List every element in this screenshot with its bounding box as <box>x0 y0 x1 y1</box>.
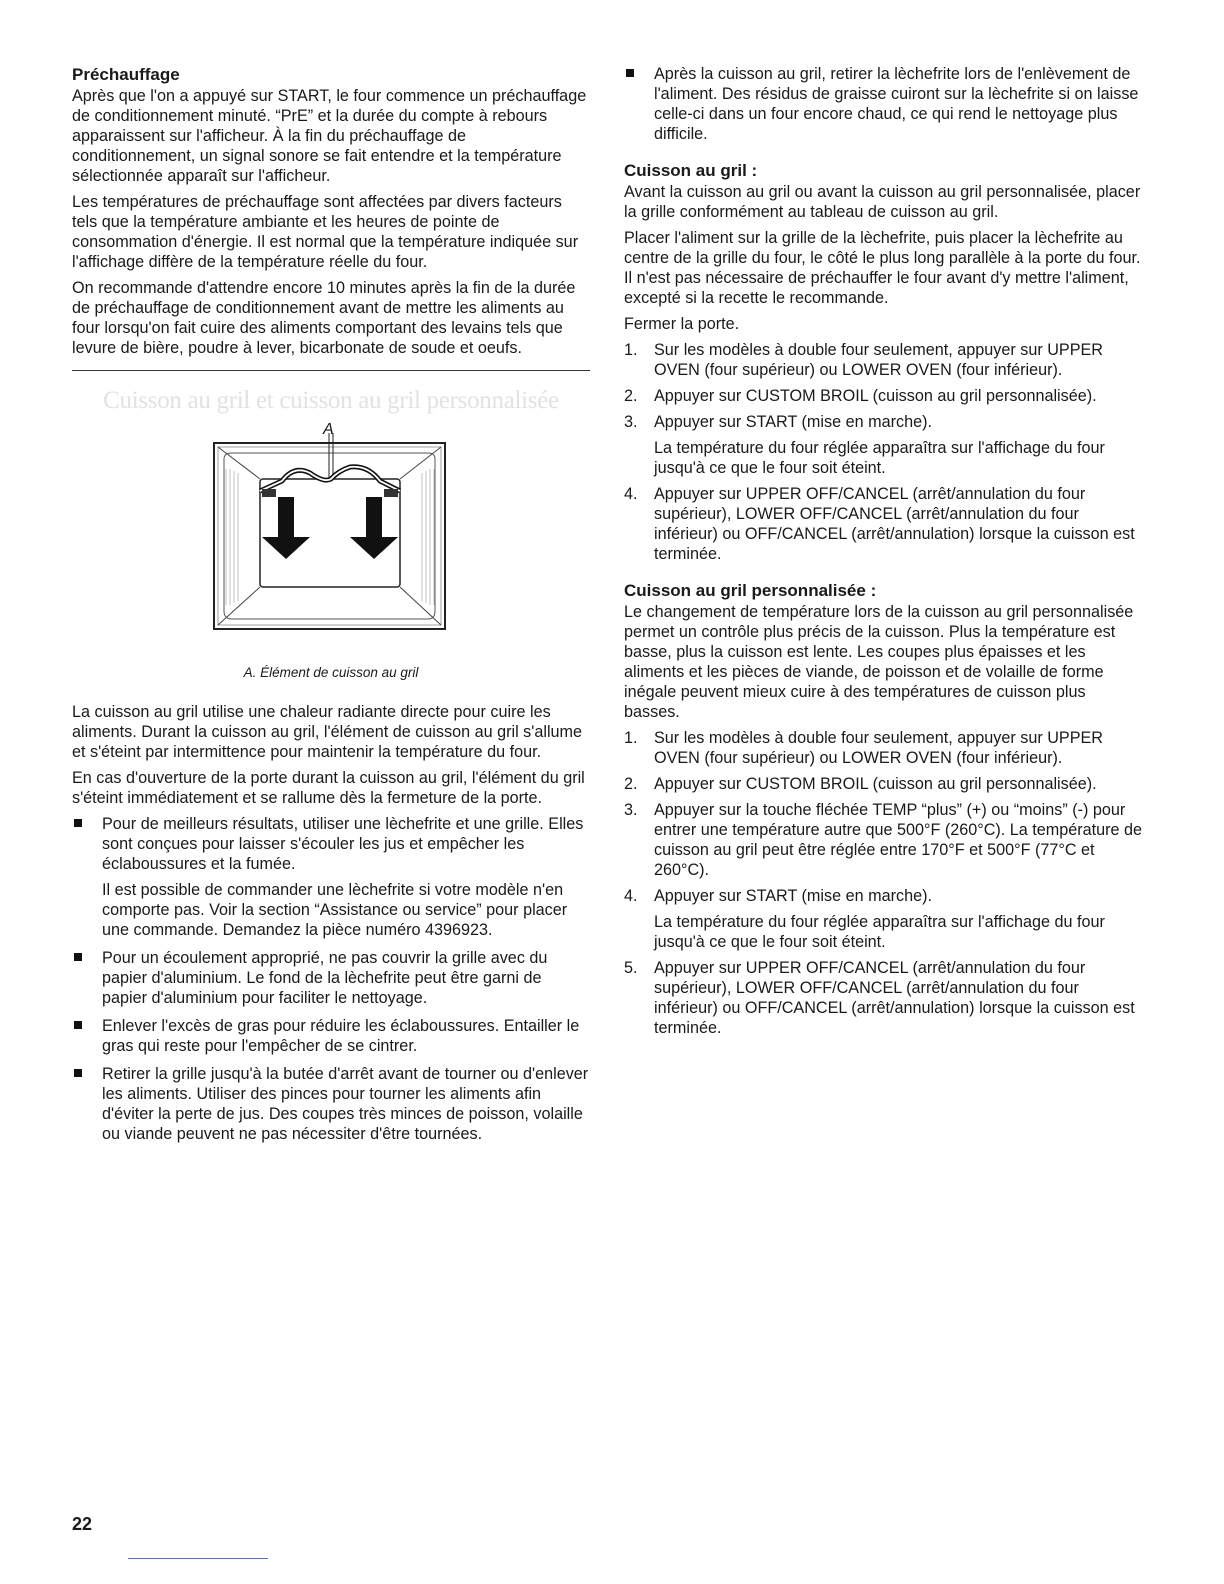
list-item <box>72 1016 590 1056</box>
bullet-text: Retirer la grille jusqu'à la butée d'arrêt avant de tourner ou d'enlever les aliments. Utiliser des pinces pour tourner les aliments afin d'éviter la perte de jus. Des coupes très minces de poisson, volaille ou viande peuvent ne pas nécessiter d'être tournées. <box>102 1065 589 1143</box>
bullet-square-icon <box>74 819 82 827</box>
section-divider <box>72 370 590 371</box>
list-item <box>72 814 590 940</box>
broil-tips-list <box>72 814 590 1144</box>
preheat-paragraph: Les températures de préchauffage sont affectées par divers facteurs tels que la température ambiante et les heures de pointe de consommation d'énergie. Il est normal que la température indiquée sur l'affichage diffère de la température réelle du four. <box>72 193 579 271</box>
step-note: La température du four réglée apparaîtra sur l'affichage du four jusqu'à ce que le four soit éteint. <box>654 913 1105 951</box>
custom-broil-heading: Cuisson au gril personnalisée : <box>624 581 877 600</box>
step-text: Appuyer sur CUSTOM BROIL (cuisson au gril personnalisée). <box>654 775 1097 793</box>
figure-caption: A. Élément de cuisson au gril <box>243 665 419 680</box>
step-text: Appuyer sur la touche fléchée TEMP “plus” (+) ou “moins” (-) pour entrer une température autre que 500°F (260°C). La température de cuisson au gril peut être réglée entre 170°F et 500°F (77°C et 260°C). <box>654 801 1143 879</box>
list-item <box>624 886 1144 952</box>
broil-heading: Cuisson au gril : <box>624 161 758 180</box>
list-item <box>624 412 1144 478</box>
broil-element-figure <box>72 421 590 651</box>
bullet-text: Pour de meilleurs résultats, utiliser une lèchefrite et une grille. Elles sont conçues pour laisser s'écouler les jus et empêcher les éclaboussures et la fumée. <box>102 815 584 873</box>
bullet-square-icon <box>626 69 634 77</box>
preheat-heading: Préchauffage <box>72 65 180 84</box>
oven-diagram <box>72 421 590 651</box>
custom-broil-paragraph: Le changement de température lors de la cuisson au gril personnalisée permet un contrôle plus précis de la cuisson. Plus la température est basse, plus la cuisson est lente. Les coupes plus épaisses et les aliments et les pièces de viande, de poisson et de volaille de forme inégale peuvent mieux cuire à des températures de cuisson plus basses. <box>624 603 1134 721</box>
step-number: 4. <box>624 887 638 905</box>
broil-paragraph: Avant la cuisson au gril ou avant la cuisson au gril personnalisée, placer la grille conformément au tableau de cuisson au gril. <box>624 183 1141 221</box>
step-text: Sur les modèles à double four seulement, appuyer sur UPPER OVEN (four supérieur) ou LOWER OVEN (four inférieur). <box>654 729 1103 767</box>
step-note: La température du four réglée apparaîtra sur l'affichage du four jusqu'à ce que le four soit éteint. <box>654 439 1105 477</box>
custom-broil-steps-list <box>624 728 1144 1038</box>
bullet-square-icon <box>74 953 82 961</box>
step-text: Appuyer sur START (mise en marche). <box>654 413 932 431</box>
list-item <box>624 774 1144 794</box>
bullet-note: Il est possible de commander une lèchefrite si votre modèle n'en comporte pas. Voir la section “Assistance ou service” pour placer une commande. Demandez la pièce numéro 4396923. <box>102 881 568 939</box>
step-number: 3. <box>624 801 638 819</box>
page-number: 22 <box>72 1514 93 1534</box>
list-item <box>624 484 1144 564</box>
figure-label: A <box>323 421 334 438</box>
preheat-paragraph: On recommande d'attendre encore 10 minutes après la fin de la durée de préchauffage de conditionnement avant de mettre les aliments au four lorsqu'on fait cuire des aliments comportant des levains tels que levure de bière, poudre à lever, bicarbonate de soude et oeufs. <box>72 279 576 357</box>
bullet-square-icon <box>74 1021 82 1029</box>
broil-steps-list <box>624 340 1144 564</box>
step-number: 5. <box>624 959 638 977</box>
left-column <box>72 64 590 1152</box>
list-item <box>624 386 1144 406</box>
list-item <box>624 340 1144 380</box>
bullet-square-icon <box>74 1069 82 1077</box>
step-text: Appuyer sur UPPER OFF/CANCEL (arrêt/annulation du four supérieur), LOWER OFF/CANCEL (arrêt/annulation du four inférieur) ou OFF/CANCEL (arrêt/annulation) lorsque la cuisson est terminée. <box>654 485 1135 563</box>
step-number: 1. <box>624 729 638 747</box>
step-number: 2. <box>624 387 638 405</box>
broil-paragraph: La cuisson au gril utilise une chaleur radiante directe pour cuire les aliments. Durant la cuisson au gril, l'élément de cuisson au gril s'allume et s'éteint par intermittence pour maintenir la température du four. <box>72 703 583 761</box>
list-item <box>624 958 1144 1038</box>
list-item <box>72 1064 590 1144</box>
footer-rule <box>128 1558 268 1559</box>
broil-paragraph: Placer l'aliment sur la grille de la lèchefrite, puis placer la lèchefrite au centre de la grille du four, le côté le plus long parallèle à la porte du four. Il n'est pas nécessaire de préchauffer le four avant d'y mettre l'aliment, excepté si la recette le recommande. <box>624 229 1141 307</box>
bullet-text: Pour un écoulement approprié, ne pas couvrir la grille avec du papier d'aluminium. Le fond de la lèchefrite peut être garni de papier d'aluminium pour faciliter le nettoyage. <box>102 949 548 1007</box>
list-item <box>624 728 1144 768</box>
list-item <box>72 948 590 1008</box>
list-item <box>624 64 1144 144</box>
broil-paragraph: Fermer la porte. <box>624 315 740 333</box>
step-text: Sur les modèles à double four seulement, appuyer sur UPPER OVEN (four supérieur) ou LOWER OVEN (four inférieur). <box>654 341 1103 379</box>
list-item <box>624 800 1144 880</box>
step-number: 1. <box>624 341 638 359</box>
step-text: Appuyer sur UPPER OFF/CANCEL (arrêt/annulation du four supérieur), LOWER OFF/CANCEL (arrêt/annulation du four inférieur) ou OFF/CANCEL (arrêt/annulation) lorsque la cuisson est terminée. <box>654 959 1135 1037</box>
right-column <box>624 64 1144 1044</box>
preheat-paragraph: Après que l'on a appuyé sur START, le four commence un préchauffage de conditionnement minuté. “PrE” et la durée du compte à rebours apparaissent sur l'afficheur. À la fin du préchauffage de conditionnement, un signal sonore se fait entendre et la température sélectionnée apparaît sur l'afficheur. <box>72 87 587 185</box>
bullet-text: Enlever l'excès de gras pour réduire les éclaboussures. Entailler le gras qui reste pour l'empêcher de se cintrer. <box>102 1017 580 1055</box>
broil-section-banner: Cuisson au gril et cuisson au gril personnalisée <box>103 387 559 414</box>
broil-paragraph: En cas d'ouverture de la porte durant la cuisson au gril, l'élément du gril s'éteint immédiatement et se rallume dès la fermeture de la porte. <box>72 769 585 807</box>
step-text: Appuyer sur START (mise en marche). <box>654 887 932 905</box>
step-text: Appuyer sur CUSTOM BROIL (cuisson au gril personnalisée). <box>654 387 1097 405</box>
step-number: 2. <box>624 775 638 793</box>
bullet-text: Après la cuisson au gril, retirer la lèchefrite lors de l'enlèvement de l'aliment. Des résidus de graisse cuiront sur la lèchefrite si on laisse celle-ci dans un four encore chaud, ce qui rend le nettoyage plus difficile. <box>654 65 1139 143</box>
top-bullet-list <box>624 64 1144 144</box>
step-number: 3. <box>624 413 638 431</box>
step-number: 4. <box>624 485 638 503</box>
